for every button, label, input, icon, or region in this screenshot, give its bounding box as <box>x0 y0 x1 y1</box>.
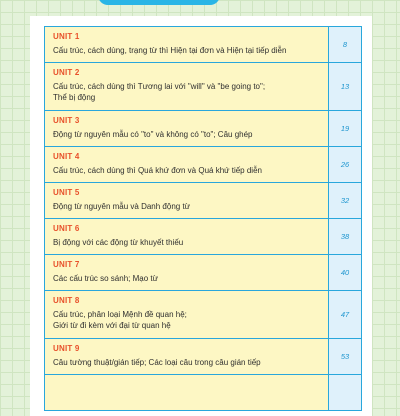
toc-row-unit-6[interactable] <box>45 219 361 255</box>
header-tab <box>98 0 220 5</box>
unit-description: Cấu trúc, cách dùng, trạng từ thì Hiện tại đơn và Hiện tại tiếp diễn <box>53 46 287 55</box>
unit-description: Các cấu trúc so sánh; Mạo từ <box>53 274 158 283</box>
unit-description: Động từ nguyên mẫu có "to" và không có "to"; Câu ghép <box>53 130 253 139</box>
toc-row-unit-4[interactable] <box>45 147 361 183</box>
unit-title: UNIT 5 <box>53 188 80 197</box>
toc-row-unit-8[interactable] <box>45 291 361 339</box>
unit-title: UNIT 4 <box>53 152 80 161</box>
page-number: 32 <box>328 183 361 218</box>
toc-row-unit-7[interactable] <box>45 255 361 291</box>
unit-title: UNIT 3 <box>53 116 80 125</box>
toc-row-unit-2[interactable] <box>45 63 361 111</box>
table-of-contents <box>44 26 362 411</box>
unit-description: Cấu trúc, cách dùng thì Quá khứ đơn và Quá khứ tiếp diễn <box>53 166 262 175</box>
unit-description: Động từ nguyên mẫu và Danh động từ <box>53 202 191 211</box>
unit-description: Bị động với các động từ khuyết thiếu <box>53 238 184 247</box>
unit-title: UNIT 2 <box>53 68 80 77</box>
unit-title: UNIT 9 <box>53 344 80 353</box>
unit-title: UNIT 8 <box>53 296 80 305</box>
page-number: 26 <box>328 147 361 182</box>
page-number: 53 <box>328 339 361 374</box>
toc-row-unit-5[interactable] <box>45 183 361 219</box>
unit-description: Cấu trúc, phân loại Mệnh đề quan hệ; <box>53 310 187 319</box>
unit-description-line-2: Thể bị động <box>53 93 96 102</box>
toc-row-unit-1[interactable] <box>45 27 361 63</box>
page-number: 8 <box>328 27 361 62</box>
page-number: 38 <box>328 219 361 254</box>
unit-description: Câu tường thuật/gián tiếp; Các loại câu trong câu gián tiếp <box>53 358 261 367</box>
page-number: 40 <box>328 255 361 290</box>
page-number: 19 <box>328 111 361 146</box>
unit-title: UNIT 7 <box>53 260 80 269</box>
unit-description: Cấu trúc, cách dùng thì Tương lai với "will" và "be going to"; <box>53 82 266 91</box>
toc-row-unit-9[interactable] <box>45 339 361 375</box>
toc-row-partial <box>45 375 361 411</box>
page-number: 13 <box>328 63 361 110</box>
unit-title: UNIT 1 <box>53 32 80 41</box>
toc-row-unit-3[interactable] <box>45 111 361 147</box>
unit-title: UNIT 6 <box>53 224 80 233</box>
unit-description-line-2: Giới từ đi kèm với đại từ quan hệ <box>53 321 171 330</box>
page-number: 47 <box>328 291 361 338</box>
